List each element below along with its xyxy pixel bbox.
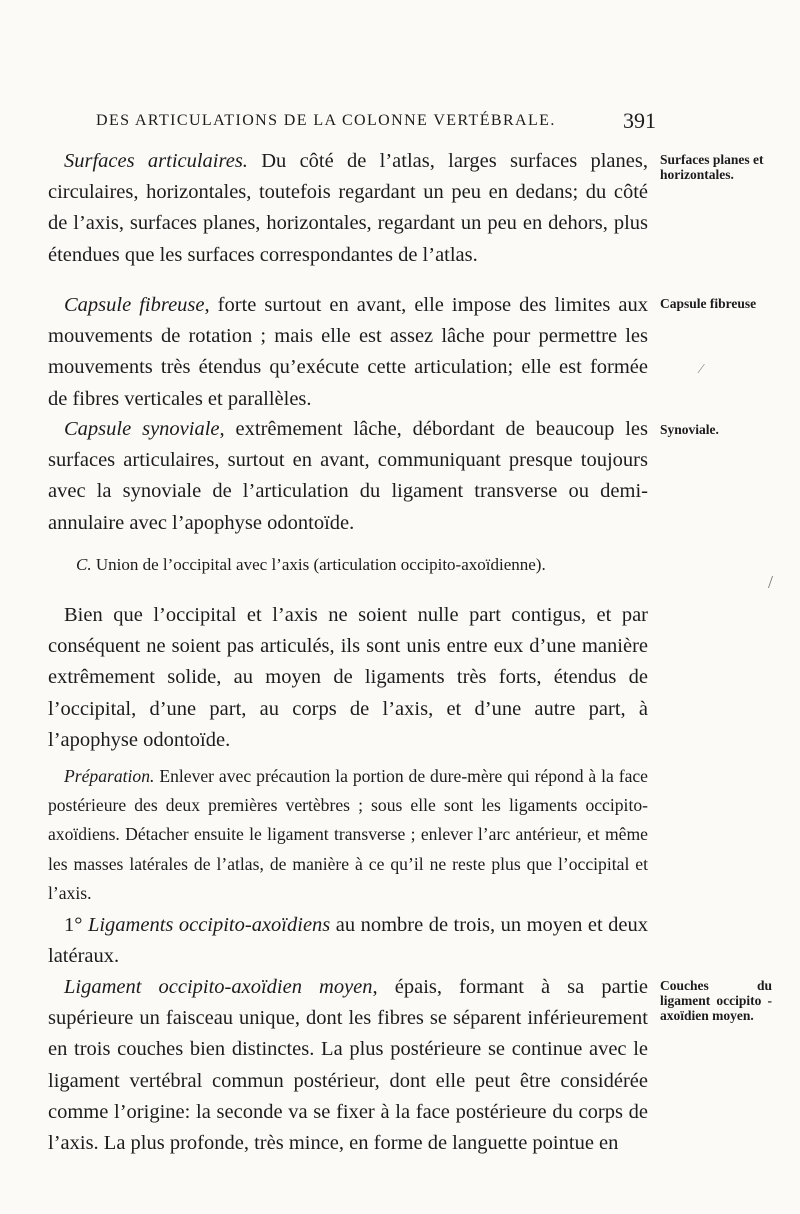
paragraph-occipital-axis bbox=[48, 600, 648, 756]
caption-text: Union de l’occipital avec l’axis (articulation occipito-axoïdienne). bbox=[91, 555, 546, 574]
paragraph-text: Du côté de l’atlas, larges surfaces planes, circulaires, horizontales, toutefois regardant un peu en dedans; du côté de l’axis, surfaces planes, horizontales, regardant un peu en dehors, plus étendues que les surfaces correspondantes de l’atlas. bbox=[48, 150, 648, 266]
section-caption bbox=[76, 554, 636, 576]
paragraph-capsule-fibreuse bbox=[48, 290, 648, 415]
margin-note-synoviale: Synoviale. bbox=[660, 422, 719, 437]
header-title: DES ARTICULATIONS DE LA COLONNE VERTÉBRALE. bbox=[96, 112, 556, 129]
margin-note-couches: Couches du ligament occipito - axoïdien moyen. bbox=[660, 978, 772, 1023]
paragraph-text: , extrêmement lâche, débordant de beaucoup les surfaces articulaires, surtout en avant, communiquant presque toujours avec la synoviale de l’articulation du ligament transverse ou demi-annulaire avec l’apophyse odontoïde. bbox=[48, 418, 648, 534]
edge-mark: ⁄ bbox=[700, 362, 703, 377]
page-number: 391 bbox=[623, 108, 656, 133]
caption-letter: C. bbox=[76, 555, 92, 574]
paragraph-text: Bien que l’occipital et l’axis ne soient nulle part contigus, et par conséquent ne soient pas articulés, ils sont unis entre eux d’une manière extrêmement solide, au moyen de ligaments très forts, étendus de l’occipital, d’une part, au corps de l’axis, et d’une autre part, à l’apophyse odontoïde. bbox=[48, 604, 648, 751]
paragraph-ligament-moyen bbox=[48, 972, 648, 1159]
paragraph-lead: Surfaces articulaires. bbox=[64, 150, 248, 172]
margin-note-capsule: Capsule fibreuse bbox=[660, 296, 757, 311]
paragraph-text: au nombre de trois, un moyen et deux latéraux. bbox=[48, 914, 648, 968]
paragraph-capsule-synoviale bbox=[48, 414, 648, 539]
paragraph-lead: Capsule fibreuse bbox=[64, 294, 205, 316]
paragraph-ligaments bbox=[48, 910, 648, 972]
paragraph-surfaces-articulaires bbox=[48, 146, 648, 271]
paragraph-text: , forte surtout en avant, elle impose des limites aux mouvements de rotation ; mais elle est assez lâche pour permettre les mouvements très étendus qu’exécute cette articulation; elle est formée de fibres verticales et parallèles. bbox=[48, 294, 648, 410]
paragraph-lead: Capsule synoviale bbox=[64, 418, 220, 440]
margin-note-surfaces: Surfaces planes et horizontales. bbox=[660, 152, 764, 182]
running-header bbox=[96, 108, 656, 136]
paragraph-text: Enlever avec précaution la portion de dure-mère qui répond à la face postérieure des deux premières vertèbres ; sous elle sont les ligaments occipito-axoïdiens. Détacher ensuite le ligament transverse ; enlever l’arc antérieur, et même les masses latérales de l’atlas, de manière à ce qu’il ne reste plus que l’occipital et l’axis. bbox=[48, 766, 648, 903]
paragraph-text: , épais, formant à sa partie supérieure un faisceau unique, dont les fibres se séparent inférieurement en trois couches bien distinctes. La plus postérieure se continue avec le ligament vertébral commun postérieur, dont elle peut être considérée comme l’origine: la seconde va se fixer à la face postérieure du corps de l’axis. La plus profonde, très mince, en forme de languette pointue en bbox=[48, 976, 648, 1155]
paragraph-lead: Ligaments occipito-axoïdiens bbox=[82, 914, 331, 936]
edge-mark: / bbox=[768, 572, 774, 592]
paragraph-number: 1° bbox=[64, 914, 83, 936]
paragraph-preparation bbox=[48, 762, 648, 908]
paragraph-lead: Préparation. bbox=[64, 766, 155, 786]
paragraph-lead: Ligament occipito-axoïdien moyen bbox=[64, 976, 373, 998]
